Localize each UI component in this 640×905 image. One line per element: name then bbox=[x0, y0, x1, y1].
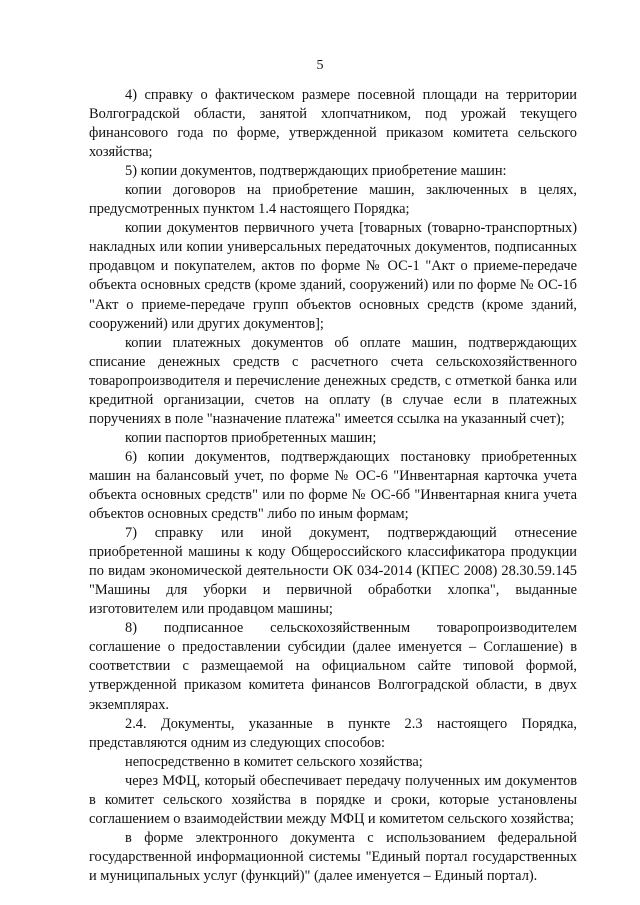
paragraph-item-8: 8) подписанное сельскохозяйственным товаропроизводителем соглашение о предоставлении субсидии (далее именуется – Соглашение) в соответствии с размещаемой на официальном сайте типовой формой, утвержденной приказом комитета финансов Волгоградской области, в двух экземплярах. bbox=[89, 620, 577, 713]
paragraph-direct: непосредственно в комитет сельского хозяйства; bbox=[125, 753, 423, 770]
paragraph-item-4: 4) справку о фактическом размере посевной площади на территории Волгоградской области, занятой хлопчатником, под урожай текущего финансового года по форме, утвержденной приказом комитета сельского хозяйства; bbox=[89, 87, 577, 161]
paragraph-contracts: копии договоров на приобретение машин, заключенных в целях, предусмотренных пунктом 1.4 настоящего Порядка; bbox=[89, 182, 577, 218]
page-number: 5 bbox=[316, 58, 324, 73]
paragraph-payment-docs: копии платежных документов об оплате машин, подтверждающих списание денежных средств с расчетного счета сельскохозяйственного товаропроизводителя и перечисление денежных средств, с отметкой банка или кредитной организации, счетов на оплату (в случае если в платежных поручениях в поле "назначение платежа" имеется ссылка на указанный счет); bbox=[89, 334, 577, 427]
paragraph-primary-docs: копии документов первичного учета [товарных (товарно-транспортных) накладных или копии универсальных передаточных документов, подписанных продавцом и покупателем, актов по форме № ОС-1 "Акт о приеме-передаче объекта основных средств (кроме зданий, сооружений) или по форме № ОС-1б "Акт о приеме-передаче групп объектов основных средств (кроме зданий, сооружений) или других документов]; bbox=[89, 220, 577, 332]
document-body bbox=[89, 86, 577, 886]
paragraph-item-6: 6) копии документов, подтверждающих постановку приобретенных машин на балансовый учет, по форме № ОС-6 "Инвентарная карточка учета объекта основных средств" или по форме № ОС-6б "Инвентарная книга учета объектов основных средств" либо по иным формам; bbox=[89, 448, 577, 523]
paragraph-item-5: 5) копии документов, подтверждающих приобретение машин: bbox=[125, 163, 507, 180]
paragraph-section-2-4: 2.4. Документы, указанные в пункте 2.3 настоящего Порядка, представляются одним из следующих способов: bbox=[89, 715, 577, 751]
paragraph-mfc: через МФЦ, который обеспечивает передачу полученных им документов в комитет сельского хозяйства в порядке и сроки, которые установлены соглашением о взаимодействии между МФЦ и комитетом сельского хозяйства; bbox=[89, 772, 577, 827]
paragraph-passports: копии паспортов приобретенных машин; bbox=[125, 429, 377, 446]
paragraph-item-7: 7) справку или иной документ, подтверждающий отнесение приобретенной машины к коду Общероссийского классификатора продукции по видам экономической деятельности ОК 034-2014 (КПЕС 2008) 28.30.59.145 "Машины для уборки и первичной обработки хлопка", выданные изготовителем или продавцом машины; bbox=[89, 525, 577, 618]
paragraph-electronic: в форме электронного документа с использованием федеральной государственной информационной системы "Единый портал государственных и муниципальных услуг (функций)" (далее именуется – Единый портал). bbox=[89, 829, 577, 884]
